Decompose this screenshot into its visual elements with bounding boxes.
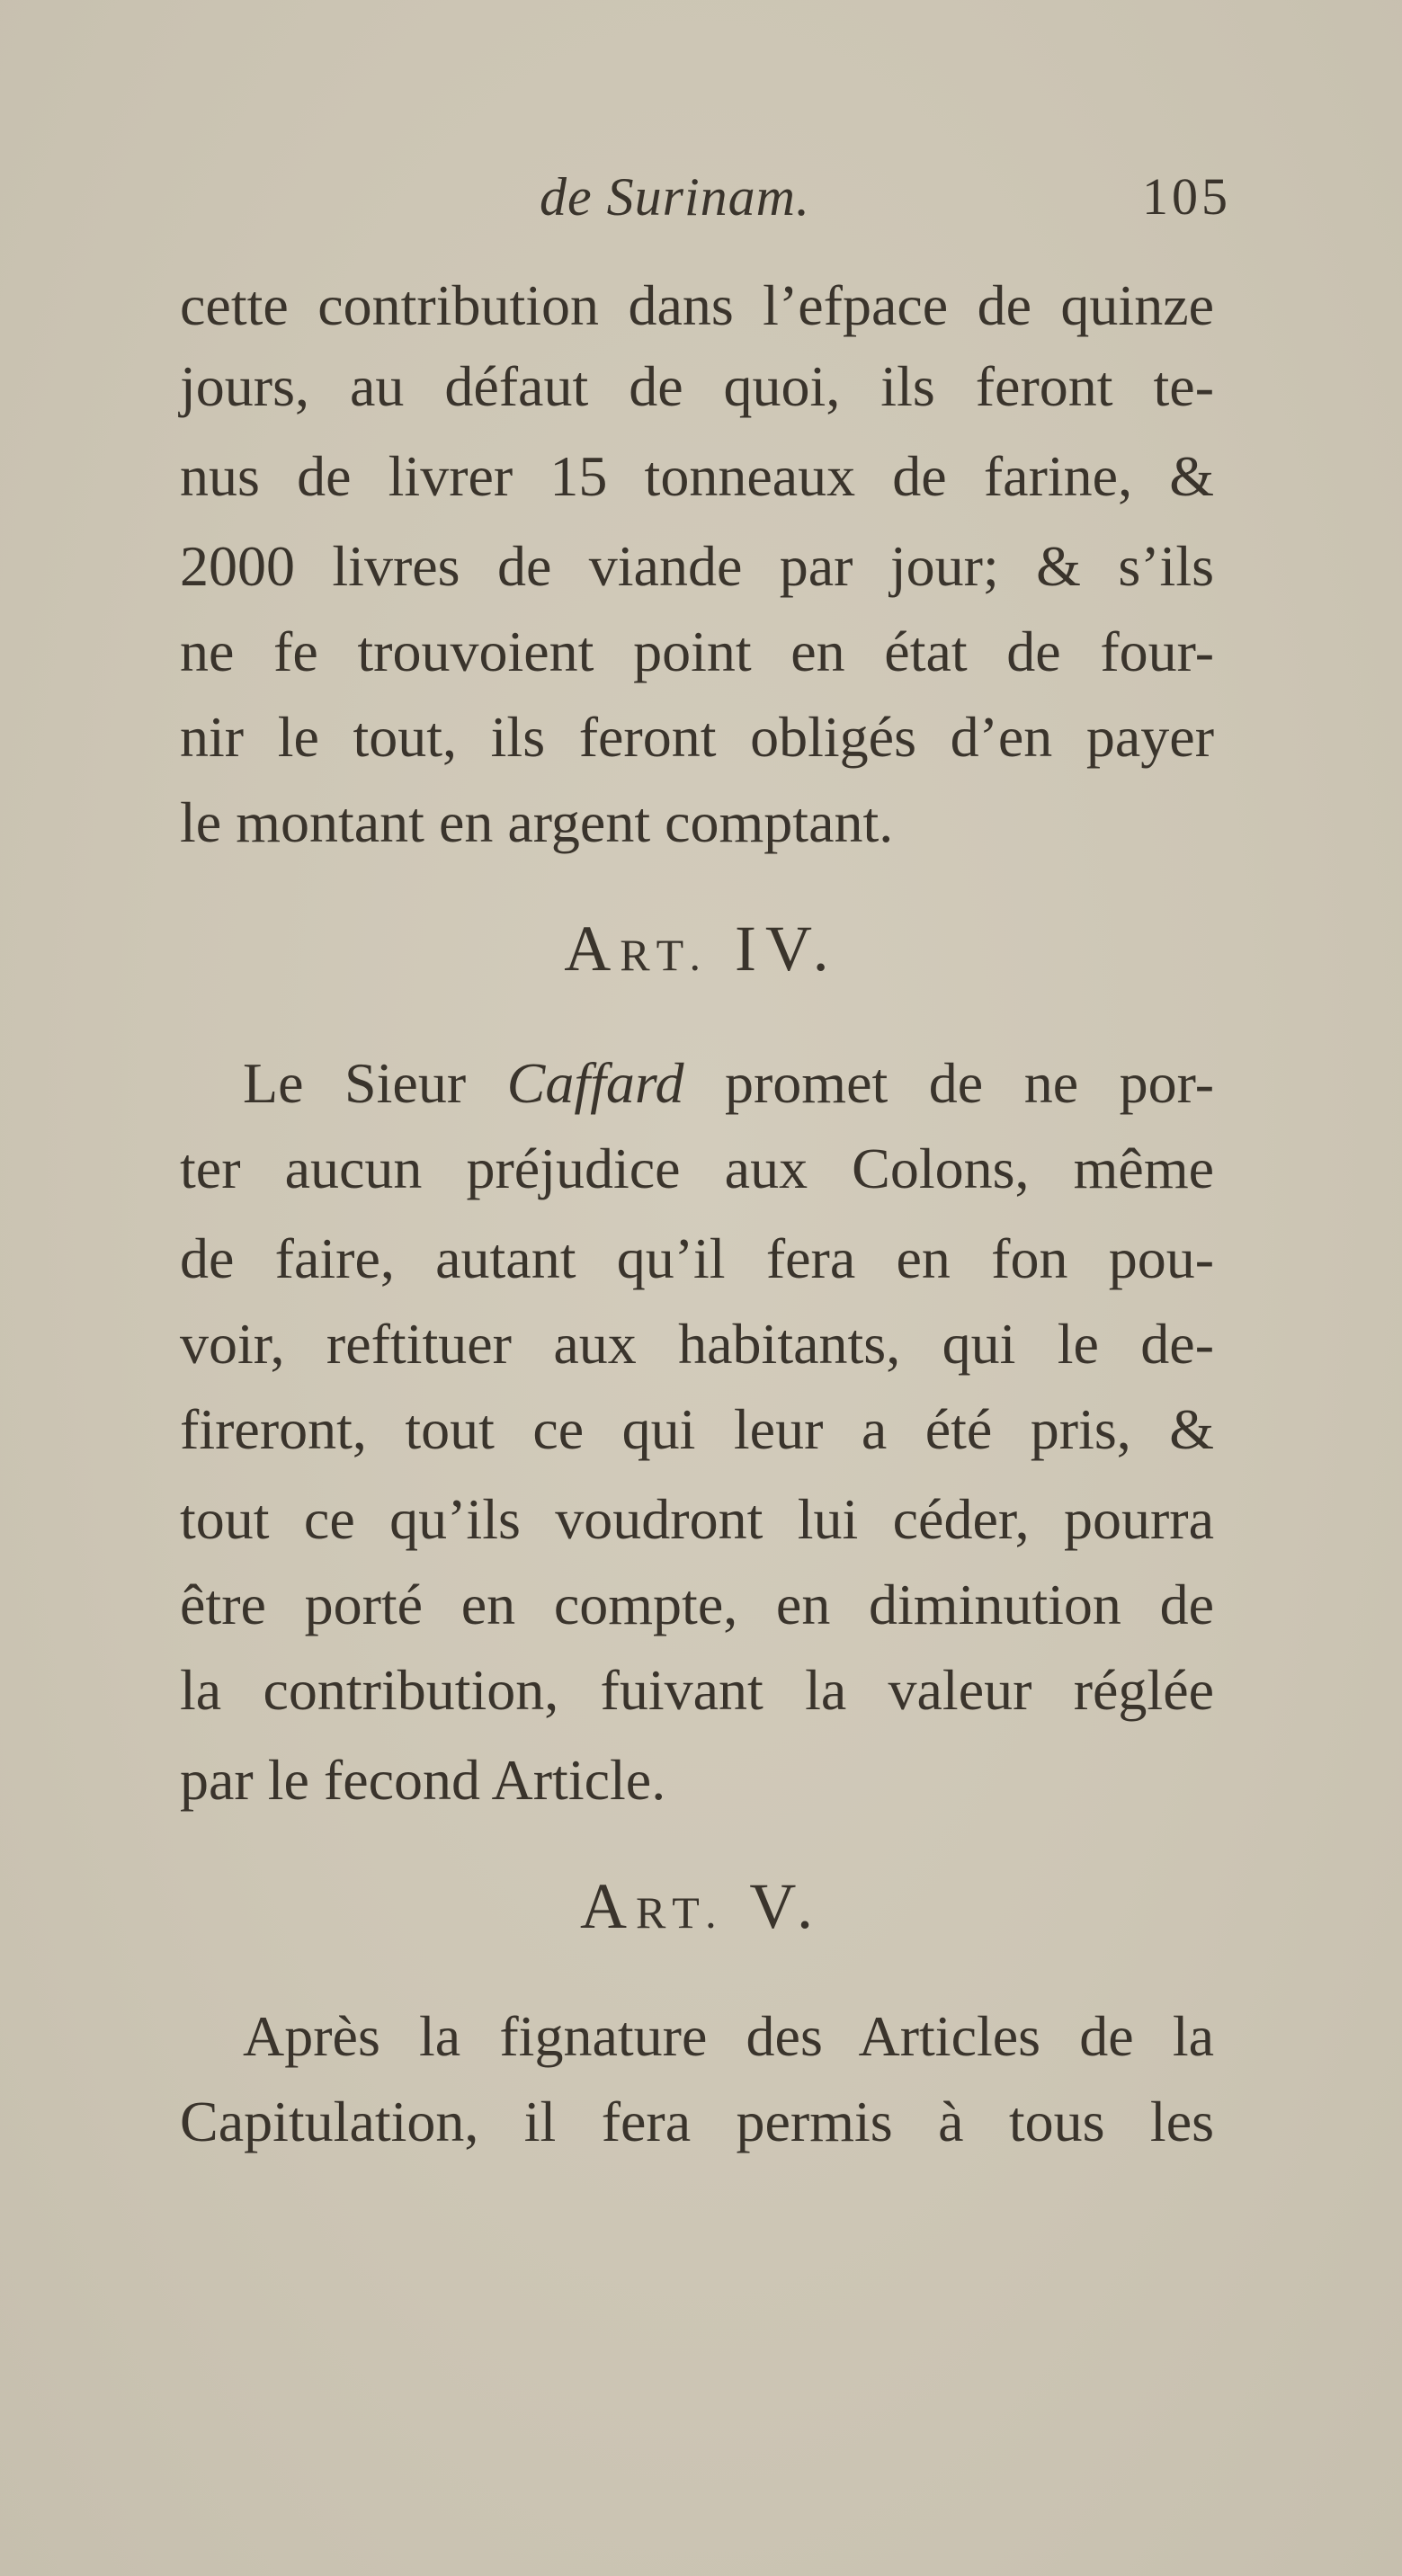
heading-small-caps: RT. xyxy=(635,1887,726,1938)
text-line: tout ce qu’ils voudront lui céder, pourra xyxy=(180,1487,1214,1551)
text-line: nus de livrer 15 tonneaux de farine, & xyxy=(180,444,1214,508)
text-line: fireront, tout ce qui leur a été pris, & xyxy=(180,1397,1214,1461)
heading-initial: A xyxy=(579,1870,636,1942)
text-line: par le fecond Article. xyxy=(180,1748,666,1812)
text-line: ne fe trouvoient point en état de four- xyxy=(180,619,1214,683)
text-line: de faire, autant qu’il fera en fon pou- xyxy=(180,1226,1214,1290)
text-line: ter aucun préjudice aux Colons, même xyxy=(180,1136,1214,1200)
article-heading-v xyxy=(0,1866,1402,1953)
text-line: voir, reftituer aux habitants, qui le de- xyxy=(180,1312,1214,1376)
heading-numeral: V. xyxy=(749,1870,823,1942)
text-fragment: promet de ne por- xyxy=(683,1051,1214,1115)
running-head xyxy=(0,166,1402,238)
person-name: Caffard xyxy=(506,1051,684,1115)
text-line: la contribution, fuivant la valeur réglée xyxy=(180,1658,1214,1722)
text-line xyxy=(243,1047,1214,1119)
running-title: de Surinam. xyxy=(540,167,810,227)
text-line: jours, au défaut de quoi, ils feront te- xyxy=(180,354,1214,418)
page-number: 105 xyxy=(1142,167,1231,226)
text-line: 2000 livres de viande par jour; & s’ils xyxy=(180,534,1214,598)
text-line: cette contribution dans l’efpace de quinze xyxy=(180,273,1214,337)
heading-initial: A xyxy=(564,913,621,985)
article-heading-iv xyxy=(0,908,1402,995)
text-line: nir le tout, ils feront obligés d’en payer xyxy=(180,705,1214,769)
heading-small-caps: RT. xyxy=(620,930,710,980)
text-line: Après la fignature des Articles de la xyxy=(243,2004,1214,2068)
text-line: le montant en argent comptant. xyxy=(180,790,894,854)
text-fragment: Le Sieur xyxy=(243,1051,507,1115)
heading-numeral: IV. xyxy=(734,913,838,985)
text-line: Capitulation, il fera permis à tous les xyxy=(180,2090,1214,2153)
text-line: être porté en compte, en diminution de xyxy=(180,1573,1214,1636)
